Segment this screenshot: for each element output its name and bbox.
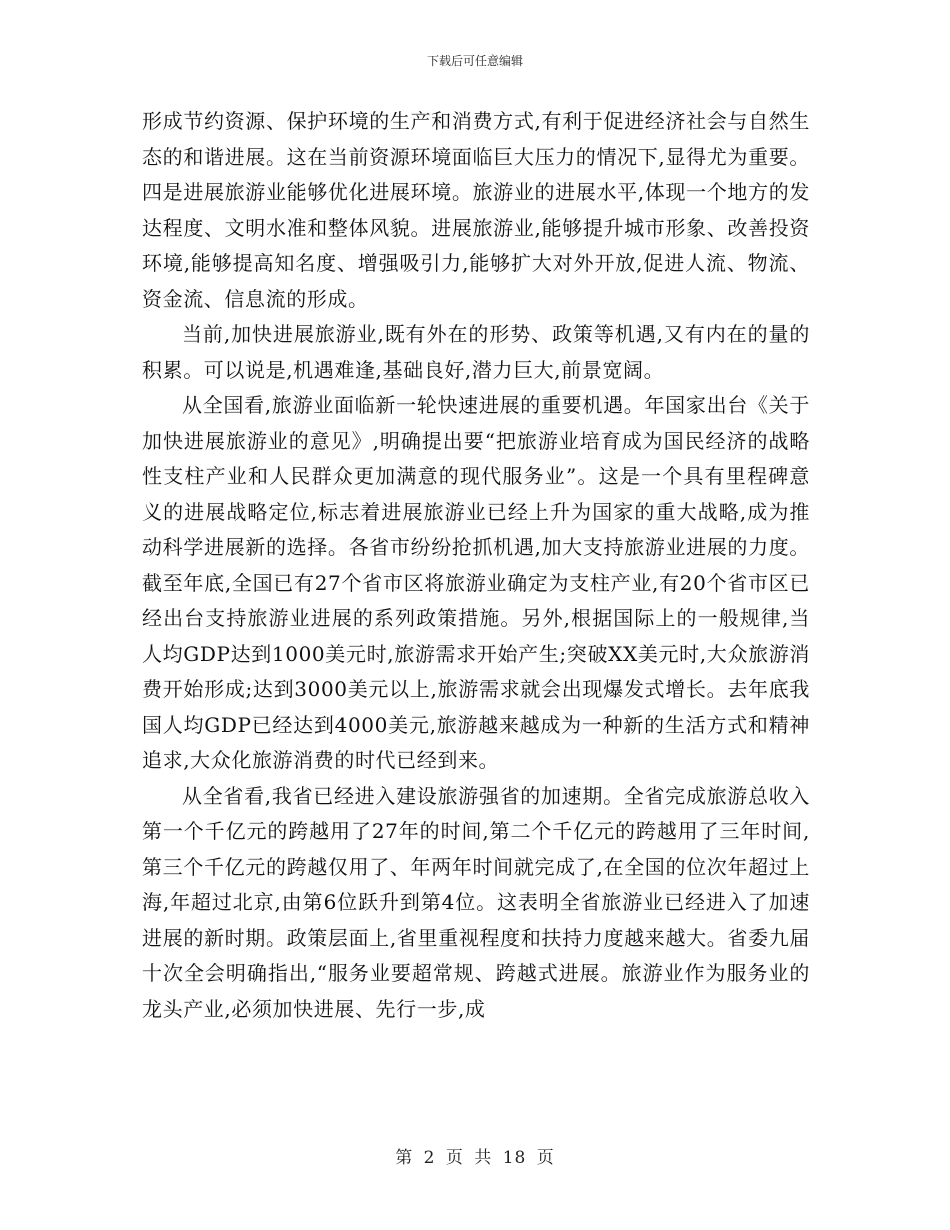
page-header: 下载后可任意编辑 [426, 54, 523, 68]
document-body [142, 104, 810, 1027]
page-number-footer: 第 2 页 共 18 页 [395, 1148, 555, 1168]
paragraph-3: 从全国看,旅游业面临新一轮快速进展的重要机遇。年国家出台《关于加快进展旅游业的意见》,明确提出要“把旅游业培育成为国民经济的战略性支柱产业和人民群众更加满意的现代服务业”。这是一个具有里程碑意义的进展战略定位,标志着进展旅游业已经上升为国家的重大战略,成为推动科学进展新的选择。各省市纷纷抢抓机遇,加大支持旅游业进展的力度。截至年底,全国已有27个省市区将旅游业确定为支柱产业,有20个省市区已经出台支持旅游业进展的系列政策措施。另外,根据国际上的一般规律,当人均GDP达到1000美元时,旅游需求开始产生;突破XX美元时,大众旅游消费开始形成;达到3000美元以上,旅游需求就会出现爆发式增长。去年底我国人均GDP已经达到4000美元,旅游越来越成为一种新的生活方式和精神追求,大众化旅游消费的时代已经到来。 [142, 393, 810, 772]
paragraph-1: 形成节约资源、保护环境的生产和消费方式,有利于促进经济社会与自然生态的和谐进展。这在当前资源环境面临巨大压力的情况下,显得尤为重要。四是进展旅游业能够优化进展环境。旅游业的进展水平,体现一个地方的发达程度、文明水准和整体风貌。进展旅游业,能够提升城市形象、改善投资环境,能够提高知名度、增强吸引力,能够扩大对外开放,促进人流、物流、资金流、信息流的形成。 [142, 109, 810, 311]
paragraph-2: 当前,加快进展旅游业,既有外在的形势、政策等机遇,又有内在的量的积累。可以说是,机遇难逢,基础良好,潜力巨大,前景宽阔。 [142, 322, 810, 382]
paragraph-4: 从全省看,我省已经进入建设旅游强省的加速期。全省完成旅游总收入第一个千亿元的跨越用了27年的时间,第二个千亿元的跨越用了三年时间,第三个千亿元的跨越仅用了、年两年时间就完成了,在全国的位次年超过上海,年超过北京,由第6位跃升到第4位。这表明全省旅游业已经进入了加速进展的新时期。政策层面上,省里重视程度和扶持力度越来越大。省委九届十次全会明确指出,“服务业要超常规、跨越式进展。旅游业作为服务业的龙头产业,必须加快进展、先行一步,成 [142, 783, 810, 1021]
